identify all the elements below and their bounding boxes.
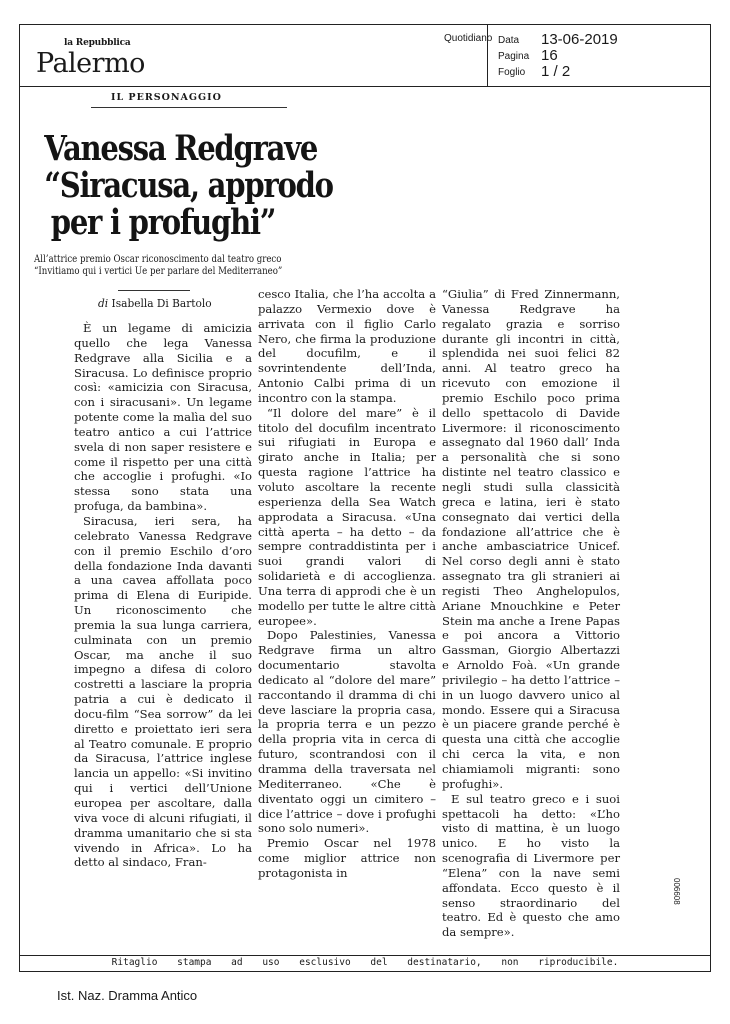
sheet-label: Foglio: [498, 67, 526, 78]
article-column-3: [442, 287, 620, 940]
footer-divider: [19, 955, 711, 956]
byline-rule: [118, 290, 190, 291]
subtitle-line: “Invitiamo qui i vertici Ue per parlare del Mediterraneo”: [34, 266, 283, 277]
paragraph: cesco Italia, che l’ha accolta a palazzo Vermexio dove è arrivata con il figlio Carlo Nero, che firma la produzione del docufilm, e il sovrintendente dell’Inda, Antonio Calbi prima di un incontro con la stampa.: [258, 287, 436, 405]
article-column-2: [258, 287, 436, 881]
page-label: Pagina: [498, 51, 530, 62]
reproduction-disclaimer: Ritaglio stampa ad uso esclusivo del destinatario, non riproducibile.: [111, 957, 619, 968]
paragraph: E sul teatro greco e i suoi spettacoli ha detto: «L’ho visto di mattina, è un luogo unico. E ho visto la scenografia di Livermore per “Elena” con la nave semi affondata. Ecco questo è il senso straordinario del teatro. Ed è questo che amo da sempre».: [442, 791, 620, 940]
clipping-code: 006608: [672, 878, 681, 905]
author-name: Isabella Di Bartolo: [111, 296, 212, 310]
page-value: 16: [541, 47, 558, 64]
date-label: Data: [498, 35, 520, 46]
paragraph: È un legame di amicizia quello che lega Vanessa Redgrave alla Sicilia e a Siracusa. Lo definisce proprio così: «amicizia con Siracusa, con i siracusani». Un legame potente come la malìa del suo teatro antico a cui l’attrice svela di non saper resistere e come il rispetto per una città che accoglie i profughi. «Io stessa sono stata una profuga, da bambina».: [74, 321, 252, 514]
headline-line: per i profughi”: [50, 202, 276, 243]
paragraph: Premio Oscar nel 1978 come miglior attrice non protagonista in: [258, 836, 436, 880]
subtitle-line: All’attrice premio Oscar riconoscimento dal teatro greco: [34, 254, 282, 265]
sheet-value: 1 / 2: [541, 63, 571, 80]
headline-line: Vanessa Redgrave: [44, 128, 318, 169]
headline-line: “Siracusa, approdo: [44, 165, 333, 206]
paragraph: Siracusa, ieri sera, ha celebrato Vanessa Redgrave con il premio Eschilo d’oro della fondazione Inda davanti a una cavea affollata poco prima di Elena di Euripide. Un riconoscimento che premia la sua lunga carriera, culminata con un premio Oscar, ma anche il suo impegno a difesa di coloro costretti a lasciare la propria patria a cui è dedicato il docu-film “Sea sorrow” da lei diretto e proiettato ieri sera al Teatro comunale. E proprio da Siracusa, l’attrice inglese lancia un appello: «Si invitino qui i vertici dell’Unione europea per ascoltare, dalla viva voce di alcuni rifugiati, il dramma umanitario che si sta vivendo in Africa». Lo ha detto al sindaco, Fran-: [74, 513, 252, 870]
header-divider: [19, 86, 711, 87]
section-kicker: IL PERSONAGGIO: [91, 92, 287, 108]
publication-name: la Repubblica: [64, 38, 131, 48]
byline: [98, 296, 236, 310]
date-value: 13-06-2019: [541, 31, 618, 48]
source-footer: Ist. Naz. Dramma Antico: [57, 988, 198, 1003]
article-column-1: [74, 321, 252, 870]
paragraph: “Il dolore del mare” è il titolo del docufilm incentrato sui rifugiati in Europa e girato anche in Italia; per questa ragione l’attrice ha voluto ascoltare la recente esperienza della Sea Watch approdata a Siracusa. «Una città aperta – ha detto – da sempre contraddistinta per i suoi grandi valori di solidarietà e di accoglienza. Una terra di approdi che è un modello per tutte le altre città europee».: [258, 405, 436, 628]
byline-prefix: di: [98, 296, 109, 310]
edition-name: Palermo: [36, 48, 145, 79]
paragraph: Dopo Palestinies, Vanessa Redgrave firma un altro documentario stavolta dedicato al “dolore del mare” raccontando il dramma di chi deve lasciare la propria casa, la propria terra e un pezzo della propria vita in cerca di futuro, scontrandosi con il dramma della traversata nel Mediterraneo. «Che è diventato oggi un cimitero – dice l’attrice – dove i profughi sono solo numeri».: [258, 628, 436, 836]
publication-type: Quotidiano: [444, 33, 493, 44]
paragraph: “Giulia” di Fred Zinnermann, Vanessa Redgrave ha regalato grazia e sorriso durante gli incontri in città, splendida nei suoi felici 82 anni. Al teatro greco ha ricevuto con emozione il premio Eschilo poco prima dello spettacolo di Davide Livermore: il riconoscimento assegnato dal 1960 dall’ Inda a personalità che si sono distinte nel teatro classico e negli studi sulla classicità greca e latina, ieri è stato consegnato dai vertici della fondazione all’attrice che è anche ambasciatrice Unicef. Nel corso degli anni è stato assegnato tra gli stranieri ai registi Theo Anghelopulos, Ariane Mnouchkine e Peter Stein ma anche a Irene Papas e poi ancora a Vittorio Gassman, Giorgio Albertazzi e Arnoldo Foà. «Un grande privilegio – ha detto l’attrice – in un luogo davvero unico al mondo. Essere qui a Siracusa è un piacere grande perché è questa una città che accoglie chi cerca la vita, e non chiamiamoli migranti: sono profughi».: [442, 287, 620, 791]
